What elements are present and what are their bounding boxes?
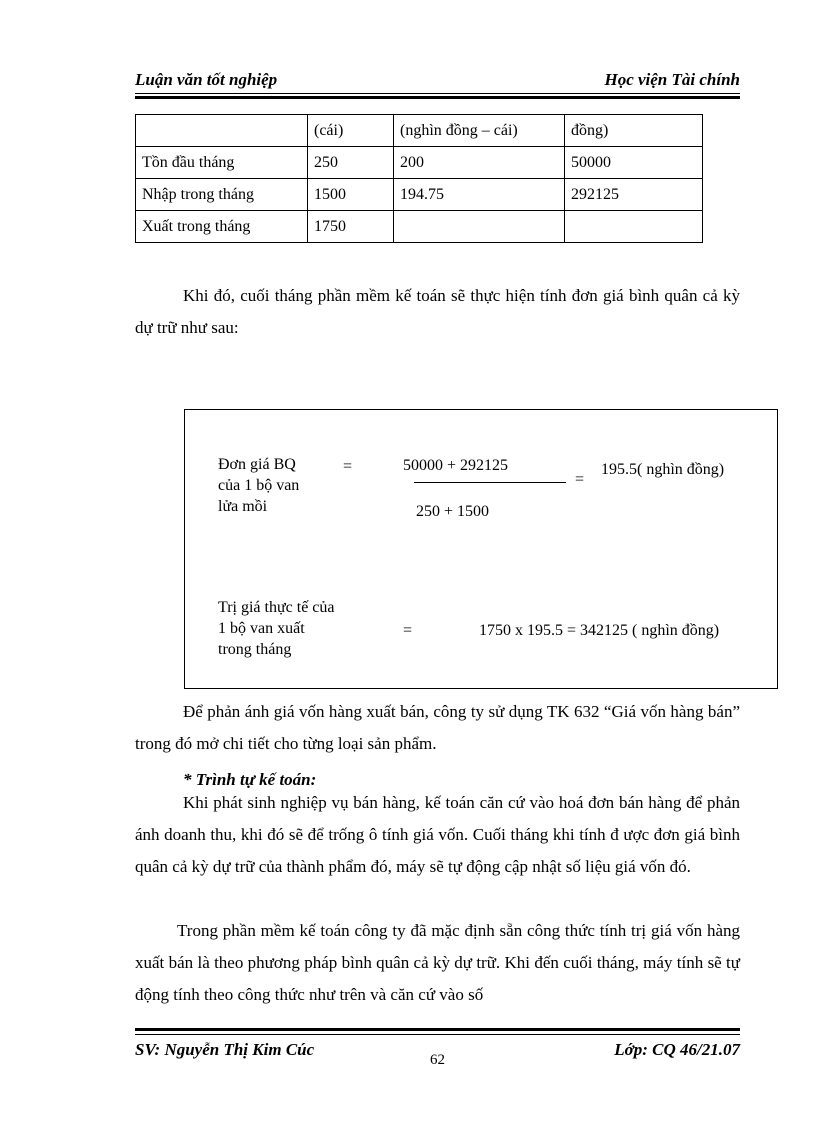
footer-rule-thin xyxy=(135,1034,740,1035)
paragraph-tk632 xyxy=(135,696,740,760)
table-cell: Xuất trong tháng xyxy=(136,211,308,243)
inventory-table xyxy=(135,114,703,243)
table-cell: 50000 xyxy=(565,147,703,179)
formula-label-line: lửa mồi xyxy=(218,498,268,515)
header-right: Học viện Tài chính xyxy=(604,70,740,89)
table-row xyxy=(136,211,703,243)
footer-student: SV: Nguyễn Thị Kim Cúc xyxy=(135,1040,315,1059)
table-row xyxy=(136,147,703,179)
header-left: Luận văn tốt nghiệp xyxy=(135,70,278,89)
table-cell: (cái) xyxy=(308,115,394,147)
table-cell: (nghìn đồng – cái) xyxy=(394,115,565,147)
table-cell: 250 xyxy=(308,147,394,179)
table-cell: Nhập trong tháng xyxy=(136,179,308,211)
formula-label-line: của 1 bộ van xyxy=(218,477,300,494)
footer-class: Lớp: CQ 46/21.07 xyxy=(614,1040,740,1059)
table-row xyxy=(136,115,703,147)
table-cell: 1500 xyxy=(308,179,394,211)
footer-rule-thick xyxy=(135,1028,740,1031)
fraction-numerator: 50000 + 292125 xyxy=(403,457,509,474)
header-rule-thin xyxy=(135,93,740,94)
fraction-bar xyxy=(414,482,566,483)
formula-label-1 xyxy=(218,454,299,517)
formula-label-line: Đơn giá BQ xyxy=(218,456,296,473)
paragraph-text: Trong phần mềm kế toán công ty đã mặc định sẵn công thức tính trị giá vốn hàng xuất bán là theo phương pháp bình quân cả kỳ dự trữ. Khi đến cuối tháng, máy tính sẽ tự động tính theo công thức như trên và căn cứ vào số xyxy=(135,921,740,1004)
paragraph-intro xyxy=(135,280,740,344)
formula-result-2: 1750 x 195.5 = 342125 ( nghìn đồng) xyxy=(479,622,720,639)
formula-box xyxy=(184,409,778,689)
table-row xyxy=(136,179,703,211)
formula-label-2 xyxy=(218,597,335,660)
table-cell: 194.75 xyxy=(394,179,565,211)
page-header xyxy=(135,70,740,92)
table-cell: 200 xyxy=(394,147,565,179)
paragraph-text: Khi đó, cuối tháng phần mềm kế toán sẽ thực hiện tính đơn giá bình quân cả kỳ dự trữ như sau: xyxy=(135,286,740,337)
table-cell xyxy=(136,115,308,147)
equals-sign: = xyxy=(575,471,585,488)
paragraph-text: Khi phát sinh nghiệp vụ bán hàng, kế toán căn cứ vào hoá đơn bán hàng để phản ánh doanh thu, khi đó sẽ để trống ô tính giá vốn. Cuối tháng khi tính đ ược đơn giá bình quân cả kỳ dự trữ của thành phẩm đó, máy sẽ tự động cập nhật số liệu giá vốn đó. xyxy=(135,793,740,876)
table-cell: Tồn đầu tháng xyxy=(136,147,308,179)
table-cell: đồng) xyxy=(565,115,703,147)
equals-sign: = xyxy=(403,622,413,639)
table-cell xyxy=(394,211,565,243)
page-number: 62 xyxy=(430,1052,445,1068)
table-cell: 1750 xyxy=(308,211,394,243)
header-rule-thick xyxy=(135,96,740,99)
formula-label-line: 1 bộ van xuất xyxy=(218,620,305,637)
table-cell: 292125 xyxy=(565,179,703,211)
paragraph-text: Để phản ánh giá vốn hàng xuất bán, công ty sử dụng TK 632 “Giá vốn hàng bán” trong đó mở chi tiết cho từng loại sản phẩm. xyxy=(135,702,740,753)
fraction-denominator: 250 + 1500 xyxy=(416,503,490,520)
formula-result-1: 195.5( nghìn đồng) xyxy=(601,461,725,478)
formula-label-line: Trị giá thực tế của xyxy=(218,599,335,616)
subheading-text: * Trình tự kế toán: xyxy=(183,770,317,789)
formula-label-line: trong tháng xyxy=(218,641,292,658)
paragraph-procedure xyxy=(135,787,740,883)
paragraph-software xyxy=(135,915,740,1011)
equals-sign: = xyxy=(343,458,353,475)
table-cell xyxy=(565,211,703,243)
